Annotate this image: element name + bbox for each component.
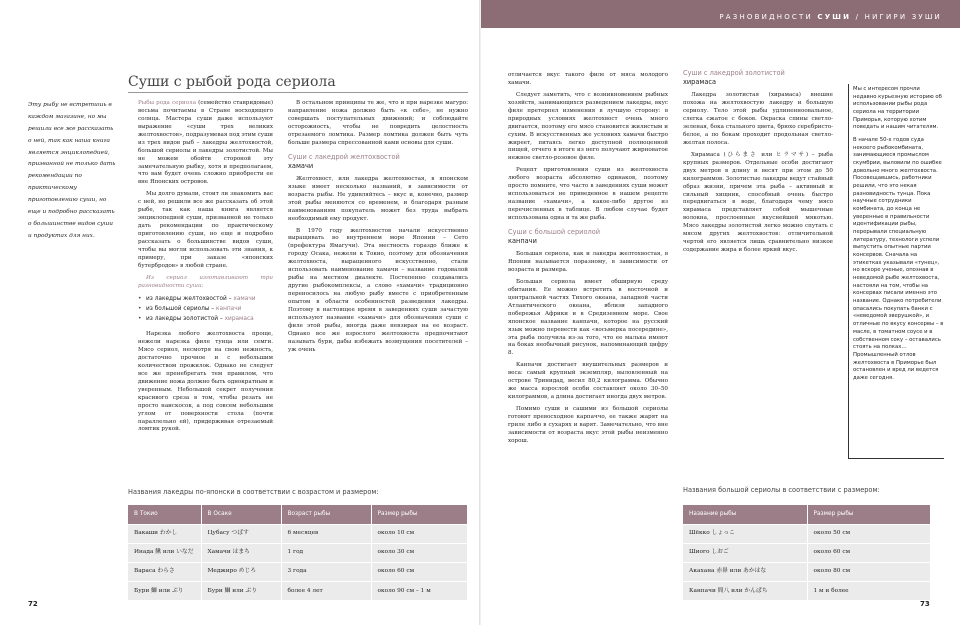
table-row: Инада 鰍 или いなだ Хамачи はまち 1 год около 30 см xyxy=(128,543,468,562)
table2-caption: Названия большой сериолы в соответствии с размером: xyxy=(683,486,880,494)
paragraph: Мы долго думали, стоит ли знакомить вас с ней, но решили все же рассказать об этой рыбе, так как наша книга является энциклопедией суши, призванной не только дать рекомендации по практическому приготовлению суши, но еще и подробно рассказать о большинстве видов суши, чтобы вы могли использовать эти знания, к примеру, при заказе «японских бутербродов» в любой стране. xyxy=(138,191,273,269)
table-header: Возраст рыбы xyxy=(281,505,371,524)
column-2 xyxy=(288,100,468,359)
paragraph: Нарезка любого желтохвоста проще, нежели нарезка филе тунца или семги. Мясо сериол, несмотря на свою нежность, достаточно прочное и с небольшим количеством прожилок. Однако не следует все же пренебрегать тем правилом, что движение ножа должно быть однократным и уверенным. Небольшой секрет получения красивого среза в том, чтобы резать не просто наискосок, а под совсем небольшим углом от поверхности стола (почти параллельно ей), придерживая отрезаемый ломтик рукой. xyxy=(138,331,273,433)
section-heading: Суши с лакедрой желтохвостой xyxy=(288,152,400,161)
table-row: Шёкко しょっこ около 50 см xyxy=(683,524,931,543)
page-number-left: 72 xyxy=(28,600,38,608)
table-row: Шиого しおご около 60 см xyxy=(683,543,931,562)
seriola-names-table xyxy=(683,505,931,600)
table-row: Бури 鰤 или ぶり Бури 鰤 или ぶり более 4 лет около 90 см – 1 м xyxy=(128,581,468,600)
table-row: Вараса わらさ Меджиро めじろ 3 года около 60 см xyxy=(128,562,468,581)
table1-caption: Названия лакедры по-японски в соответствии с возрастом и размером: xyxy=(128,488,379,496)
table-row: Канпачи 間八 или かんぱち 1 м и более xyxy=(683,581,931,600)
paragraph: Хирамаса (ひらまさ или ヒラマサ) – рыба крупных размеров. Отдельные особи достигают двух метров в длину и весят при этом до 50 килограммов. Золотистые лакедры ведут стайный образ жизни, причем эта рыба – активный и сильный хищник, способный очень быстро передвигаться в воде, благодаря чему мясо хирамаса представляет собой мышечные волокна, прослоенные вкуснейшей мякотью. Мясо лакедры золотистой легко можно спутать с мясом других желтохвостов: отличительной чертой его является лишь сравнительно низкое содержание жира и более яркий вкус. xyxy=(683,151,833,254)
list-item: • из лакедры желтохвостой – хамачи xyxy=(138,295,273,303)
section-subheading: хирамаса xyxy=(683,77,717,86)
sidebar-note: Мы с интересом прочли недавно курьезную историю об использовании рыбы рода сериола на территории Приморья, которую хотим поведать и нашим читателям. В начале 50-х годов суда некоего рыбокомбината, занимающиеся промыслом скумбрии, выловили по ошибке довольно много желтохвоста. Посовещавшись, работники решили, что это некая разновидность тунца. Пока научные сотрудники комбината, до конца не уверенные в правильности идентификации рыбы, перерывали специальную литературу, технологи успели выпустить опытные партии консервов. Сначала на этикетках указывали «тунец», но вскоре ученые, опознав в неведомой рыбе желтохвоста, настояли на том, чтобы на консервах писали именно это название. Однако потребители опасались покупать банки с «неведомой зверушкой», и отличные по вкусу консервы – в масле, в томатном соусе и в собственном соку – оставались стоять на полках… Промышленный отлов желтохвоста в Приморье был остановлен и вред ли ведется даже сегодня. xyxy=(848,84,944,459)
list-item: • из лакедры золотистой – хирамаса xyxy=(138,315,273,323)
table-header: Размер рыбы xyxy=(371,505,468,524)
column-4 xyxy=(683,70,833,259)
paragraph: Лакедра золотистая (хирамаса) внешне похожа на желтохвостую лакедру и большую сериолу. Тело этой рыбы удлиненноовальное, слегка сжатое с боков. Окраска спины светло-зеленая, бока стального цвета, брюхо серебристо-белое, а по бокам проходит продольная светло-желтая полоса. xyxy=(683,92,833,146)
table-header: Размер рыбы xyxy=(807,505,931,524)
paragraph: В 1970 году желтохвостов начали искусственно выращивать во внутреннем море Японии – Сето (префектура Ямагучи). Эта местность гораздо ближе к городу Осака, нежели к Токио, поэтому для обозначения желтохвоста, выращенного искусственно, стали использовать наименование хамачи – название годовалой рыбы на местном диалекте. Постепенно создавались другие рыбокомплексы, а слово «хамачи» традиционно переносилось на любую рыбу вместе с приобретенным опытом в области особенностей разведения лакедры. Поэтому в настоящее время в заведениях суши зачастую используют название «хамачи» для обозначения суши с филе этой рыбы, иногда даже невзирая на ее возраст. Однако все же взрослого желтохвоста предпочитают называть бури, дабы избежать возмущения посетителей – уж очень xyxy=(288,227,468,353)
lead-phrase: Рыбы рода сериола xyxy=(138,100,197,106)
variety-list xyxy=(138,295,273,324)
table-row: Акахана 赤鼻 или あかはな около 80 см xyxy=(683,562,931,581)
section-heading: Суши с лакедрой золотистой xyxy=(683,69,785,77)
lakedra-names-table xyxy=(128,505,468,600)
paragraph: Желтохвост, или лакедра желтохвостая, в японском языке имеет несколько названий, в зависимости от возраста рыбы. Не удивляйтесь – вкус и, конечно, размер этой рыбы меняются со временем, и благодаря разным наименованиям покупатель может без труда выбрать необходимый ему продукт. xyxy=(288,175,468,222)
running-header: РАЗНОВИДНОСТИ СУШИ / НИГИРИ ЗУШИ xyxy=(719,13,942,21)
table-header: Название рыбы xyxy=(683,505,807,524)
paragraph: В остальном принципы те же, что и при нарезке магуро: направление ножа должно быть «к себе», не нужно совершать поступательных движений; и соблюдайте осторожность, чтобы не повредить целостность отрезаемого ломтика. Размер ломтика должен быть чуть больше размера спрессованной ками основы для суши. xyxy=(288,100,468,146)
paragraph: Канпачи достигает внушительных размеров и веса: самый крупный экземпляр, выловленный на острове Тринидад, весил 80,2 килограмма. Обычно же масса взрослой особи составляет около 30–50 килограммов, а длина достигает иногда двух метров. xyxy=(508,362,668,401)
paragraph: Большая сериола имеет обширную среду обитания. Ее можно встретить в восточной и центральной частях Тихого океана, западной части Атлантического океана, вблизи западного побережья Африки и в Средиземном море. Свое японское название канпачи, которое на русский язык можно перевести как «восьмерка посередине», эта рыба получила из-за того, что ее малька имеют на боках необычный рисунок, напоминающий цифру 8. xyxy=(508,278,668,357)
page-number-right: 73 xyxy=(920,600,930,608)
table-header: В Токио xyxy=(128,505,201,524)
intro-text: Эту рыбу не встретишь в каждом магазине, но мы решили все же рассказать о ней, так как наша книга является энциклопедией, призванной не только дать рекомендации по практическому приготовлению суши, но еще и подробно рассказать о большинстве видов суши и продуктах для них. xyxy=(28,102,116,239)
title-divider xyxy=(128,92,468,93)
paragraph: Рецепт приготовления суши из желтохвоста любого возраста абсолютно одинаков, поэтому просто помните, что часто в заведениях суши может использоваться не приведенное в нашем рецепте название «хамачи», а какое-либо другое из перечисленных в таблице. В любом случае будет использована одна и та же рыба. xyxy=(508,167,668,221)
section-subheading: канпачи xyxy=(508,236,537,245)
note-text: Из сериол изготавливают три разновидности суши: xyxy=(138,274,273,289)
table-header: В Осаке xyxy=(201,505,281,524)
column-1: Рыбы рода сериола (семейство ставридовые) весьма почитаемы в Стране восходящего солнца. Мастера суши даже используют выражение «суши трех великих желтохвостов», подразумевая под этим суши из трех видов рыб – лакедры желтохвостой, большой сериолы и лакедры золотистой. Мы не можем обойти стороной эту замечательную рыбку, хотя и предполагаем, что вам будет очень сложно приобрести ее вне Японских островов. Мы долго думали, стоит ли знакомить вас с ней, но решили все же рассказать об этой рыбе, так как наша книга является энциклопедией суши, призванной не только дать рекомендации по практическому приготовлению суши, но еще и подробно рассказать о большинстве видов суши, чтобы вы могли использовать эти знания, к примеру, при заказе «японских бутербродов» в любой стране. Из сериол изготавливают три разновидности суши: • из лакедры желтохвостой – хамачи • из большой сериолы – канпачи • из лакедры золотистой – хирамаса Нарезка любого желтохвоста проще, нежели нарезка филе тунца или семги. Мясо сериол, несмотря на свою нежность, достаточно прочное и с небольшим количеством прожилок. Однако не следует все же пренебрегать тем правилом, что движение ножа должно быть однократным и уверенным. Небольшой секрет получения красивого среза в том, чтобы резать не просто наискосок, а под совсем небольшим углом от поверхности стола (почти параллельно ей), придерживая отрезаемый ломтик рукой. xyxy=(138,100,273,438)
section-heading: Суши с большой сериолой xyxy=(508,227,601,236)
paragraph: Помимо суши и сашими из большой сериолы готовят превосходное карпаччо, ее также жарят на гриле либо в сухарях и варят. Замечательно, что вне зависимости от возраста вкус этой рыбы неизменно хорош. xyxy=(508,406,668,444)
paragraph: отличается вкус такого филе от мяса молодого хамачи. xyxy=(508,72,668,86)
list-item: • из большой сериолы – канпачи xyxy=(138,305,273,313)
section-subheading: хамачи xyxy=(288,161,314,170)
paragraph: Большая сериола, как и лакедра желтохвостая, в Японии называется поразному, в зависимости от возраста и размера. xyxy=(508,251,668,274)
table-row: Вакаши わかし Цубасу つばす 6 месяцев около 10 см xyxy=(128,524,468,543)
paragraph: Следует заметить, что с возникновением рыбных хозяйств, занимающихся разведением лакедры, вкус филе претерпел изменения в лучшую сторону: в природных условиях желтохвост очень много двигается, поэтому его мясо становится жилистым и сухим. В искусственных же условиях хамачи быстро жиреет, питаясь легко доступной полноценной пищей, отчего в итоге из него получают жирноватое нежное светло-розовое филе. xyxy=(508,91,668,162)
column-3 xyxy=(508,72,668,450)
page-title: Суши с рыбой рода сериола xyxy=(128,74,336,90)
page-gutter xyxy=(479,0,481,625)
left-page-header xyxy=(0,0,480,28)
